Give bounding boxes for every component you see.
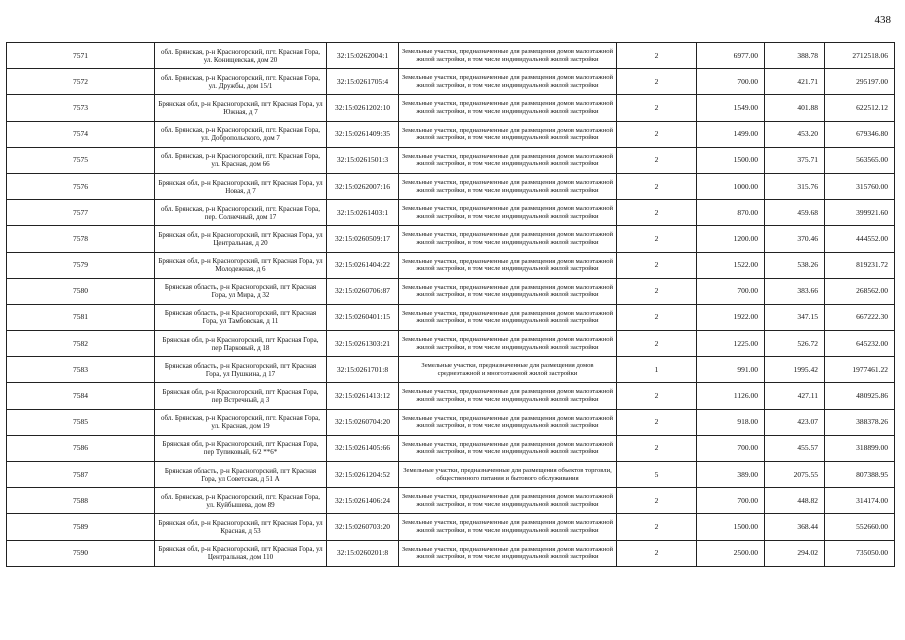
address-cell: Брянская область, р-н Красногорский, пгт Красная Гора, ул Тамбовская, д 11	[155, 304, 327, 330]
area-cell: 918.00	[697, 409, 765, 435]
address-cell: Брянская обл, р-н Красногорский, пгт Красная Гора, ул Южная, д 7	[155, 95, 327, 121]
row-number: 7584	[7, 383, 155, 409]
row-number: 7575	[7, 147, 155, 173]
area-cell: 1000.00	[697, 173, 765, 199]
row-number: 7587	[7, 462, 155, 488]
land-use-cell: Земельные участки, предназначенные для размещения домов малоэтажной жилой застройки, в том числе индивидуальной жилой застройки	[399, 43, 617, 69]
cadastral-number-cell: 32:15:0260509:17	[327, 226, 399, 252]
cadastral-number-cell: 32:15:0261413:12	[327, 383, 399, 409]
cadastral-value-cell: 2712518.06	[825, 43, 895, 69]
specific-value-cell: 1995.42	[765, 357, 825, 383]
row-number: 7583	[7, 357, 155, 383]
address-cell: обл. Брянская, р-н Красногорский, пгт. Красная Гора, пер. Солнечный, дом 17	[155, 200, 327, 226]
cadastral-value-cell: 444552.00	[825, 226, 895, 252]
cadastral-number-cell: 32:15:0261202:10	[327, 95, 399, 121]
cadastral-number-cell: 32:15:0261409:35	[327, 121, 399, 147]
area-cell: 6977.00	[697, 43, 765, 69]
cadastral-value-cell: 735050.00	[825, 540, 895, 566]
row-number: 7588	[7, 488, 155, 514]
table-row	[7, 331, 895, 357]
use-group-cell: 2	[617, 435, 697, 461]
address-cell: Брянская обл, р-н Красногорский, пгт Красная Гора, ул Центральная, дом 110	[155, 540, 327, 566]
address-cell: обл. Брянская, р-н Красногорский, пгт. Красная Гора, ул. Красная, дом 66	[155, 147, 327, 173]
land-use-cell: Земельные участки, предназначенные для размещения домов среднеэтажной и многоэтажной жилой застройки	[399, 357, 617, 383]
address-cell: Брянская область, р-н Красногорский, пгт Красная Гора, ул Советская, д 51 А	[155, 462, 327, 488]
cadastral-number-cell: 32:15:0261501:3	[327, 147, 399, 173]
table-row	[7, 200, 895, 226]
address-cell: обл. Брянская, р-н Красногорский, пгт. Красная Гора, ул. Добропольского, дом 7	[155, 121, 327, 147]
specific-value-cell: 538.26	[765, 252, 825, 278]
specific-value-cell: 401.88	[765, 95, 825, 121]
address-cell: Брянская обл, р-н Красногорский, пгт Красная Гора, ул Новая, д 7	[155, 173, 327, 199]
cadastral-value-cell: 645232.00	[825, 331, 895, 357]
address-cell: Брянская обл, р-н Красногорский, пгт Красная Гора, пер Парковый, д 18	[155, 331, 327, 357]
land-use-cell: Земельные участки, предназначенные для размещения домов малоэтажной жилой застройки, в том числе индивидуальной жилой застройки	[399, 147, 617, 173]
table-row	[7, 462, 895, 488]
use-group-cell: 2	[617, 540, 697, 566]
land-use-cell: Земельные участки, предназначенные для размещения домов малоэтажной жилой застройки, в том числе индивидуальной жилой застройки	[399, 304, 617, 330]
table-row	[7, 95, 895, 121]
table-row	[7, 357, 895, 383]
land-use-cell: Земельные участки, предназначенные для размещения домов малоэтажной жилой застройки, в том числе индивидуальной жилой застройки	[399, 514, 617, 540]
cadastral-number-cell: 32:15:0260703:20	[327, 514, 399, 540]
area-cell: 700.00	[697, 488, 765, 514]
address-cell: Брянская область, р-н Красногорский, пгт Красная Гора, ул Мира, д 32	[155, 278, 327, 304]
area-cell: 1126.00	[697, 383, 765, 409]
specific-value-cell: 423.07	[765, 409, 825, 435]
cadastral-value-cell: 388378.26	[825, 409, 895, 435]
use-group-cell: 2	[617, 200, 697, 226]
table-row	[7, 147, 895, 173]
specific-value-cell: 315.76	[765, 173, 825, 199]
row-number: 7573	[7, 95, 155, 121]
use-group-cell: 2	[617, 121, 697, 147]
cadastral-number-cell: 32:15:0262007:16	[327, 173, 399, 199]
area-cell: 389.00	[697, 462, 765, 488]
cadastral-value-cell: 318899.00	[825, 435, 895, 461]
specific-value-cell: 383.66	[765, 278, 825, 304]
area-cell: 700.00	[697, 69, 765, 95]
use-group-cell: 2	[617, 95, 697, 121]
table-row	[7, 435, 895, 461]
use-group-cell: 2	[617, 488, 697, 514]
land-use-cell: Земельные участки, предназначенные для размещения объектов торговли, общественного питания и бытового обслуживания	[399, 462, 617, 488]
land-use-cell: Земельные участки, предназначенные для размещения домов малоэтажной жилой застройки, в том числе индивидуальной жилой застройки	[399, 226, 617, 252]
row-number: 7581	[7, 304, 155, 330]
use-group-cell: 2	[617, 252, 697, 278]
area-cell: 1200.00	[697, 226, 765, 252]
area-cell: 870.00	[697, 200, 765, 226]
cadastral-value-cell: 314174.00	[825, 488, 895, 514]
address-cell: обл. Брянская, р-н Красногорский, пгт. Красная Гора, ул. Куйбышева, дом 89	[155, 488, 327, 514]
specific-value-cell: 2075.55	[765, 462, 825, 488]
cadastral-value-cell: 399921.60	[825, 200, 895, 226]
use-group-cell: 2	[617, 409, 697, 435]
land-use-cell: Земельные участки, предназначенные для размещения домов малоэтажной жилой застройки, в том числе индивидуальной жилой застройки	[399, 331, 617, 357]
land-use-cell: Земельные участки, предназначенные для размещения домов малоэтажной жилой застройки, в том числе индивидуальной жилой застройки	[399, 488, 617, 514]
area-cell: 1225.00	[697, 331, 765, 357]
address-cell: Брянская область, р-н Красногорский, пгт Красная Гора, ул Пушкина, д 17	[155, 357, 327, 383]
land-use-cell: Земельные участки, предназначенные для размещения домов малоэтажной жилой застройки, в том числе индивидуальной жилой застройки	[399, 278, 617, 304]
land-use-cell: Земельные участки, предназначенные для размещения домов малоэтажной жилой застройки, в том числе индивидуальной жилой застройки	[399, 383, 617, 409]
use-group-cell: 2	[617, 69, 697, 95]
cadastral-number-cell: 32:15:0261404:22	[327, 252, 399, 278]
table-row	[7, 69, 895, 95]
cadastral-value-table	[6, 42, 895, 567]
land-use-cell: Земельные участки, предназначенные для размещения домов малоэтажной жилой застройки, в том числе индивидуальной жилой застройки	[399, 95, 617, 121]
land-use-cell: Земельные участки, предназначенные для размещения домов малоэтажной жилой застройки, в том числе индивидуальной жилой застройки	[399, 173, 617, 199]
table-row	[7, 121, 895, 147]
cadastral-number-cell: 32:15:0260201:8	[327, 540, 399, 566]
row-number: 7579	[7, 252, 155, 278]
table-row	[7, 409, 895, 435]
table-row	[7, 383, 895, 409]
table-row	[7, 252, 895, 278]
row-number: 7572	[7, 69, 155, 95]
cadastral-value-cell: 315760.00	[825, 173, 895, 199]
row-number: 7586	[7, 435, 155, 461]
area-cell: 700.00	[697, 278, 765, 304]
specific-value-cell: 375.71	[765, 147, 825, 173]
cadastral-number-cell: 32:15:0262004:1	[327, 43, 399, 69]
land-use-cell: Земельные участки, предназначенные для размещения домов малоэтажной жилой застройки, в том числе индивидуальной жилой застройки	[399, 252, 617, 278]
specific-value-cell: 368.44	[765, 514, 825, 540]
use-group-cell: 2	[617, 331, 697, 357]
table-row	[7, 540, 895, 566]
area-cell: 1499.00	[697, 121, 765, 147]
address-cell: Брянская обл, р-н Красногорский, пгт Красная Гора, ул Центральная, д 20	[155, 226, 327, 252]
row-number: 7571	[7, 43, 155, 69]
cadastral-value-cell: 295197.00	[825, 69, 895, 95]
cadastral-value-cell: 552660.00	[825, 514, 895, 540]
use-group-cell: 2	[617, 173, 697, 199]
cadastral-number-cell: 32:15:0260401:15	[327, 304, 399, 330]
cadastral-value-cell: 268562.00	[825, 278, 895, 304]
address-cell: Брянская обл, р-н Красногорский, пгт Красная Гора, пер Встречный, д 3	[155, 383, 327, 409]
row-number: 7574	[7, 121, 155, 147]
land-use-cell: Земельные участки, предназначенные для размещения домов малоэтажной жилой застройки, в том числе индивидуальной жилой застройки	[399, 69, 617, 95]
specific-value-cell: 448.82	[765, 488, 825, 514]
use-group-cell: 5	[617, 462, 697, 488]
row-number: 7585	[7, 409, 155, 435]
use-group-cell: 2	[617, 383, 697, 409]
row-number: 7590	[7, 540, 155, 566]
cadastral-number-cell: 32:15:0261701:8	[327, 357, 399, 383]
use-group-cell: 2	[617, 278, 697, 304]
row-number: 7580	[7, 278, 155, 304]
table-row	[7, 488, 895, 514]
specific-value-cell: 455.57	[765, 435, 825, 461]
cadastral-value-cell: 819231.72	[825, 252, 895, 278]
use-group-cell: 2	[617, 147, 697, 173]
row-number: 7577	[7, 200, 155, 226]
cadastral-value-cell: 622512.12	[825, 95, 895, 121]
specific-value-cell: 526.72	[765, 331, 825, 357]
page-number: 438	[874, 14, 891, 26]
cadastral-number-cell: 32:15:0261303:21	[327, 331, 399, 357]
table-row	[7, 43, 895, 69]
table-row	[7, 173, 895, 199]
area-cell: 2500.00	[697, 540, 765, 566]
specific-value-cell: 459.68	[765, 200, 825, 226]
address-cell: обл. Брянская, р-н Красногорский, пгт. Красная Гора, ул. Красная, дом 19	[155, 409, 327, 435]
specific-value-cell: 453.20	[765, 121, 825, 147]
address-cell: обл. Брянская, р-н Красногорский, пгт. Красная Гора, ул. Конищевская, дом 20	[155, 43, 327, 69]
cadastral-value-cell: 807388.95	[825, 462, 895, 488]
address-cell: Брянская обл, р-н Красногорский, пгт Красная Гора, ул Молодежная, д 6	[155, 252, 327, 278]
area-cell: 1522.00	[697, 252, 765, 278]
land-use-cell: Земельные участки, предназначенные для размещения домов малоэтажной жилой застройки, в том числе индивидуальной жилой застройки	[399, 435, 617, 461]
address-cell: Брянская обл, р-н Красногорский, пгт Красная Гора, ул Красная, д 53	[155, 514, 327, 540]
cadastral-value-cell: 563565.00	[825, 147, 895, 173]
cadastral-number-cell: 32:15:0261405:66	[327, 435, 399, 461]
area-cell: 991.00	[697, 357, 765, 383]
specific-value-cell: 421.71	[765, 69, 825, 95]
area-cell: 1500.00	[697, 147, 765, 173]
cadastral-number-cell: 32:15:0261204:52	[327, 462, 399, 488]
table-row	[7, 304, 895, 330]
use-group-cell: 2	[617, 226, 697, 252]
cadastral-value-cell: 679346.80	[825, 121, 895, 147]
land-use-cell: Земельные участки, предназначенные для размещения домов малоэтажной жилой застройки, в том числе индивидуальной жилой застройки	[399, 540, 617, 566]
area-cell: 700.00	[697, 435, 765, 461]
specific-value-cell: 347.15	[765, 304, 825, 330]
specific-value-cell: 388.78	[765, 43, 825, 69]
use-group-cell: 1	[617, 357, 697, 383]
area-cell: 1922.00	[697, 304, 765, 330]
specific-value-cell: 427.11	[765, 383, 825, 409]
specific-value-cell: 370.46	[765, 226, 825, 252]
cadastral-number-cell: 32:15:0261705:4	[327, 69, 399, 95]
table-body	[7, 43, 895, 567]
cadastral-number-cell: 32:15:0260704:20	[327, 409, 399, 435]
row-number: 7576	[7, 173, 155, 199]
use-group-cell: 2	[617, 43, 697, 69]
cadastral-number-cell: 32:15:0260706:87	[327, 278, 399, 304]
address-cell: Брянская обл, р-н Красногорский, пгт Красная Гора, пер Тупиковый, 6/2 **6*	[155, 435, 327, 461]
cadastral-number-cell: 32:15:0261403:1	[327, 200, 399, 226]
cadastral-value-cell: 1977461.22	[825, 357, 895, 383]
table-row	[7, 514, 895, 540]
table-row	[7, 226, 895, 252]
cadastral-value-cell: 480925.86	[825, 383, 895, 409]
land-use-cell: Земельные участки, предназначенные для размещения домов малоэтажной жилой застройки, в том числе индивидуальной жилой застройки	[399, 409, 617, 435]
address-cell: обл. Брянская, р-н Красногорский, пгт. Красная Гора, ул. Дружбы, дом 15/1	[155, 69, 327, 95]
land-use-cell: Земельные участки, предназначенные для размещения домов малоэтажной жилой застройки, в том числе индивидуальной жилой застройки	[399, 121, 617, 147]
table-row	[7, 278, 895, 304]
use-group-cell: 2	[617, 514, 697, 540]
specific-value-cell: 294.02	[765, 540, 825, 566]
row-number: 7589	[7, 514, 155, 540]
land-use-cell: Земельные участки, предназначенные для размещения домов малоэтажной жилой застройки, в том числе индивидуальной жилой застройки	[399, 200, 617, 226]
area-cell: 1500.00	[697, 514, 765, 540]
row-number: 7578	[7, 226, 155, 252]
use-group-cell: 2	[617, 304, 697, 330]
cadastral-value-cell: 667222.30	[825, 304, 895, 330]
cadastral-number-cell: 32:15:0261406:24	[327, 488, 399, 514]
row-number: 7582	[7, 331, 155, 357]
area-cell: 1549.00	[697, 95, 765, 121]
